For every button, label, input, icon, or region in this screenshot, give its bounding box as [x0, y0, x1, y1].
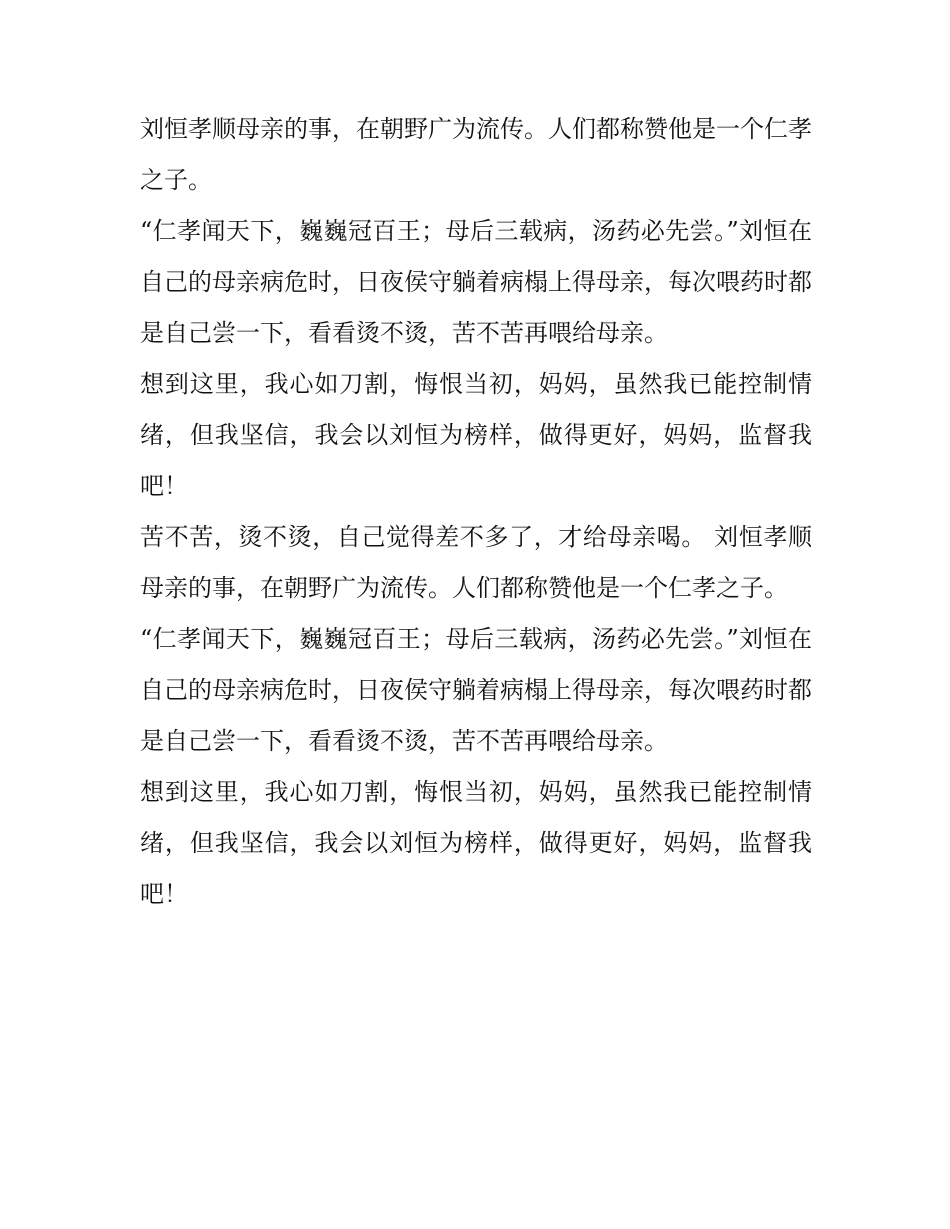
paragraph-5: “仁孝闻天下，巍巍冠百王；母后三载病，汤药必先尝。”刘恒在自己的母亲病危时，日夜侯守躺着病榻上得母亲，每次喂药时都是自己尝一下，看看烫不烫，苦不苦再喂给母亲。	[140, 625, 812, 755]
paragraph-2: “仁孝闻天下，巍巍冠百王；母后三载病，汤药必先尝。”刘恒在自己的母亲病危时，日夜侯守躺着病榻上得母亲，每次喂药时都是自己尝一下，看看烫不烫，苦不苦再喂给母亲。	[140, 217, 812, 347]
paragraph-1: 刘恒孝顺母亲的事，在朝野广为流传。人们都称赞他是一个仁孝之子。	[140, 115, 812, 194]
document-body	[140, 104, 812, 920]
paragraph-3: 想到这里，我心如刀割，悔恨当初，妈妈，虽然我已能控制情绪，但我坚信，我会以刘恒为榜样，做得更好，妈妈，监督我吧！	[140, 370, 812, 500]
paragraph-4: 苦不苦，烫不烫，自己觉得差不多了，才给母亲喝。 刘恒孝顺母亲的事，在朝野广为流传。人们都称赞他是一个仁孝之子。	[140, 523, 812, 602]
paragraph-6: 想到这里，我心如刀割，悔恨当初，妈妈，虽然我已能控制情绪，但我坚信，我会以刘恒为榜样，做得更好，妈妈，监督我吧！	[140, 778, 812, 908]
